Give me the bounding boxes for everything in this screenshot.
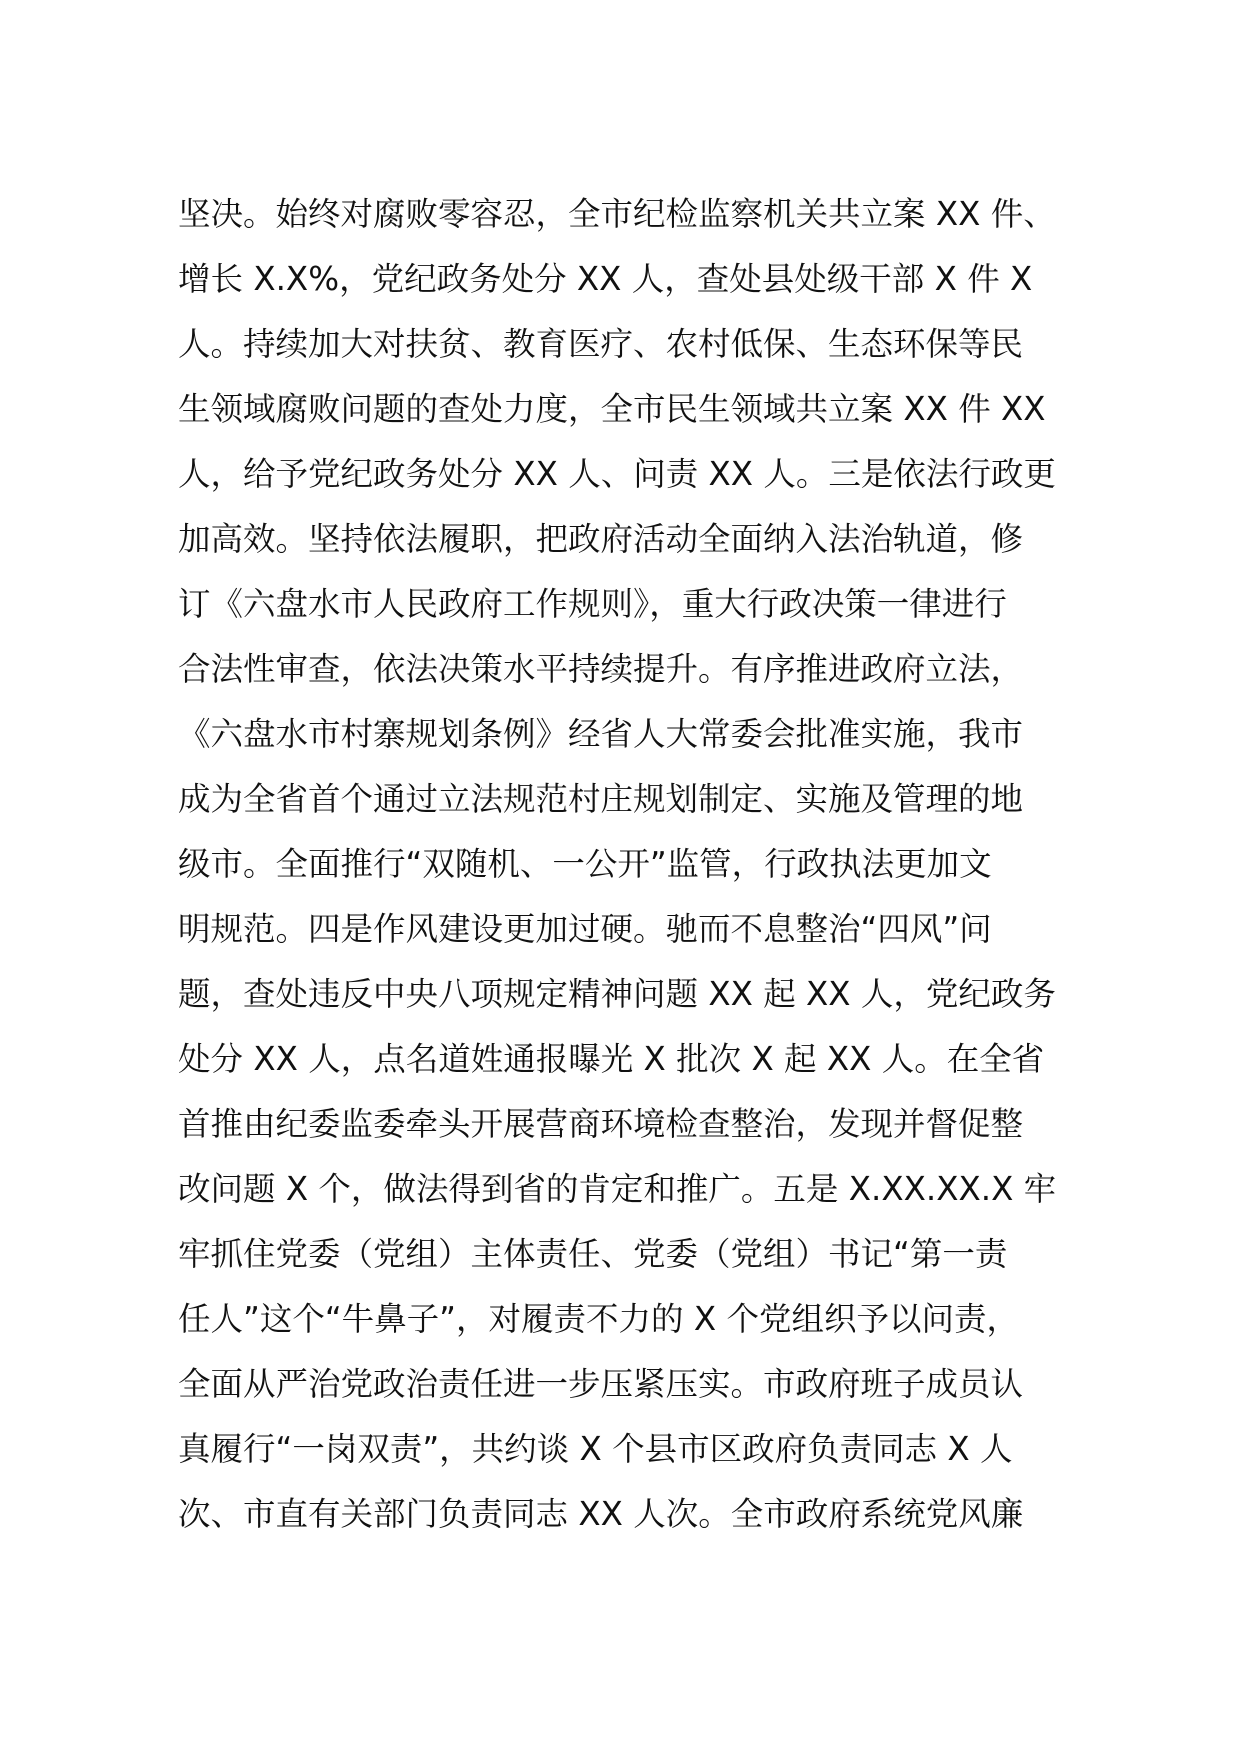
text-line: 题，查处违反中央八项规定精神问题 XX 起 XX 人，党纪政务 (178, 975, 1056, 1013)
text-line: 合法性审查，依法决策水平持续提升。有序推进政府立法， (178, 650, 1024, 688)
text-line: 级市。全面推行“双随机、一公开”监管，行政执法更加文 (178, 845, 992, 883)
text-line: 人，给予党纪政务处分 XX 人、问责 XX 人。三是依法行政更 (178, 455, 1056, 493)
text-line: 处分 XX 人，点名道姓通报曝光 X 批次 X 起 XX 人。在全省 (178, 1040, 1045, 1078)
text-line: 全面从严治党政治责任进一步压紧压实。市政府班子成员认 (178, 1365, 1024, 1403)
text-line: 人。持续加大对扶贫、教育医疗、农村低保、生态环保等民 (178, 325, 1024, 363)
text-line: 牢抓住党委（党组）主体责任、党委（党组）书记“第一责 (178, 1235, 1008, 1273)
text-line: 次、市直有关部门负责同志 XX 人次。全市政府系统党风廉 (178, 1495, 1024, 1533)
text-line: 订《六盘水市人民政府工作规则》，重大行政决策一律进行 (178, 585, 1007, 623)
body-text (178, 182, 1098, 1547)
text-line: 增长 X.X%，党纪政务处分 XX 人，查处县处级干部 X 件 X (178, 260, 1033, 298)
text-line: 加高效。坚持依法履职，把政府活动全面纳入法治轨道，修 (178, 520, 1024, 558)
text-line: 生领域腐败问题的查处力度，全市民生领域共立案 XX 件 XX (178, 390, 1046, 428)
text-line: 任人”这个“牛鼻子”，对履责不力的 X 个党组织予以问责， (178, 1300, 1019, 1338)
text-line: 明规范。四是作风建设更加过硬。驰而不息整治“四风”问 (178, 910, 992, 948)
text-line: 坚决。始终对腐败零容忍，全市纪检监察机关共立案 XX 件、 (178, 195, 1056, 233)
text-line: 成为全省首个通过立法规范村庄规划制定、实施及管理的地 (178, 780, 1024, 818)
text-line: 《六盘水市村寨规划条例》经省人大常委会批准实施，我市 (178, 715, 1024, 753)
text-line: 改问题 X 个，做法得到省的肯定和推广。五是 X.XX.XX.X 牢 (178, 1170, 1057, 1208)
text-line: 首推由纪委监委牵头开展营商环境检查整治，发现并督促整 (178, 1105, 1024, 1143)
text-line: 真履行“一岗双责”，共约谈 X 个县市区政府负责同志 X 人 (178, 1430, 1013, 1468)
